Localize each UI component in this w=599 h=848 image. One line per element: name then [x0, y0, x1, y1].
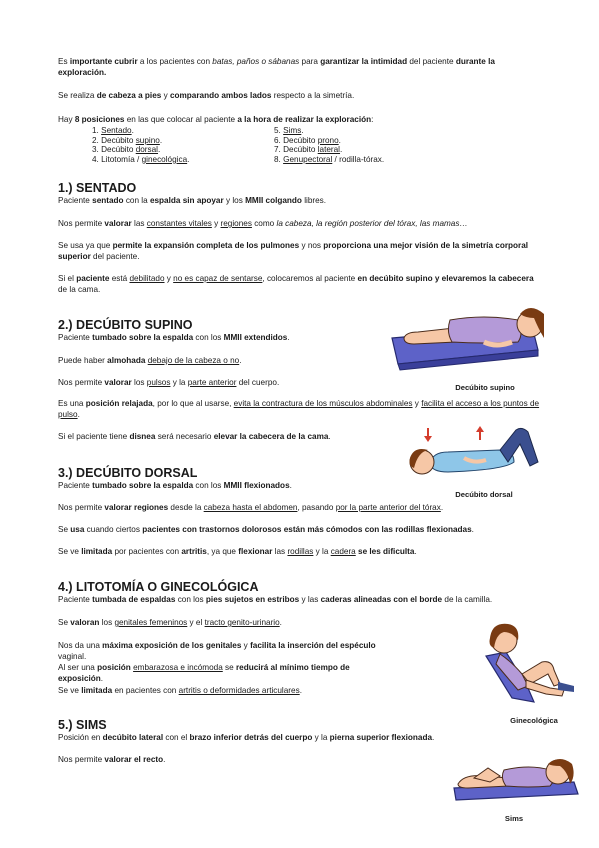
figure-caption: Sims	[504, 814, 524, 823]
section-title-sims: 5.) SIMS	[58, 718, 107, 732]
s2-paragraph: Es una posición relajada, por lo que al usarse, evita la contractura de los músculos abdominales y facilita el acceso a los puntos de pulso.	[58, 399, 540, 419]
position-item: 6. Decúbito prono.	[274, 135, 341, 145]
s4-paragraph: Paciente tumbada de espaldas con los pies sujetos en estribos y las caderas alineadas con el borde de la camilla.	[58, 595, 493, 604]
s1-paragraph: Nos permite valorar las constantes vitales y regiones como la cabeza, la región posterior del tórax, las mamas…	[58, 219, 468, 228]
s4-paragraph: Nos da una máxima exposición de los genitales y facilita la inserción del espéculo vaginal.	[58, 641, 376, 661]
s4-paragraph: Se ve limitada en pacientes con artritis o deformidades articulares.	[58, 686, 302, 695]
figure-caption: Decúbito supino	[455, 383, 515, 392]
position-item: 7. Decúbito lateral.	[274, 145, 343, 155]
section-title-sentado: 1.) SENTADO	[58, 181, 137, 195]
intro-paragraph-positions: Hay 8 posiciones en las que colocar al paciente a la hora de realizar la exploración:	[58, 115, 374, 124]
s3-paragraph: Paciente tumbado sobre la espalda con los MMII flexionados.	[58, 481, 292, 490]
figure-caption: Ginecológica	[510, 716, 558, 725]
s3-paragraph: Se ve limitada por pacientes con artritis, ya que flexionar las rodillas y la cadera se les dificulta.	[58, 547, 417, 556]
section-title-decubito-supino: 2.) DECÚBITO SUPINO	[58, 318, 193, 332]
sims-illustration	[444, 752, 582, 804]
s2-paragraph: Puede haber almohada debajo de la cabeza o no.	[58, 356, 242, 365]
s2-paragraph: Si el paciente tiene disnea será necesario elevar la cabecera de la cama.	[58, 432, 331, 441]
position-item: 4. Litotomía / ginecológica.	[92, 154, 190, 164]
decubito-dorsal-illustration	[404, 418, 546, 484]
position-item: 8. Genupectoral / rodilla-tórax.	[274, 154, 385, 164]
s4-paragraph: Al ser una posición embarazosa e incómoda se reducirá al mínimo tiempo de exposición.	[58, 663, 350, 683]
s1-paragraph: Se usa ya que permite la expansión completa de los pulmones y nos proporciona una mejor visión de la simetría corporal superior del paciente.	[58, 241, 529, 261]
position-item: 2. Decúbito supino.	[92, 135, 163, 145]
s3-paragraph: Se usa cuando ciertos pacientes con trastornos dolorosos están más cómodos con las rodillas flexionadas.	[58, 525, 474, 534]
s5-paragraph: Nos permite valorar el recto.	[58, 755, 166, 764]
figure-caption: Decúbito dorsal	[455, 490, 513, 499]
ginecologica-illustration	[482, 616, 578, 706]
position-item: 5. Sims.	[274, 126, 304, 135]
s2-paragraph: Paciente tumbado sobre la espalda con los MMII extendidos.	[58, 333, 290, 342]
section-title-decubito-dorsal: 3.) DECÚBITO DORSAL	[58, 466, 198, 480]
s4-paragraph: Se valoran los genitales femeninos y el tracto genito-urinario.	[58, 618, 282, 627]
decubito-supino-illustration	[384, 298, 544, 376]
section-title-litotomia: 4.) LITOTOMÍA O GINECOLÓGICA	[58, 580, 259, 594]
s1-paragraph: Paciente sentado con la espalda sin apoyar y los MMII colgando libres.	[58, 196, 327, 205]
s2-paragraph: Nos permite valorar los pulsos y la parte anterior del cuerpo.	[58, 378, 280, 387]
intro-paragraph-head-to-toe: Se realiza de cabeza a pies y comparando ambos lados respecto a la simetría.	[58, 91, 355, 100]
position-item: 1. Sentado.	[92, 126, 134, 135]
s5-paragraph: Posición en decúbito lateral con el brazo inferior detrás del cuerpo y la pierna superior flexionada.	[58, 733, 435, 742]
position-item: 3. Decúbito dorsal.	[92, 145, 161, 155]
s3-paragraph: Nos permite valorar regiones desde la cabeza hasta el abdomen, pasando por la parte anterior del tórax.	[58, 503, 444, 512]
positions-list-left	[92, 126, 189, 164]
intro-paragraph-privacy: Es importante cubrir a los pacientes con batas, paños o sábanas para garantizar la intimidad del paciente durante la exploración.	[58, 57, 495, 77]
positions-list-right	[274, 126, 384, 164]
s1-paragraph: Si el paciente está debilitado y no es capaz de sentarse, colocaremos al paciente en decúbito supino y elevaremos la cabecera de la cama.	[58, 274, 534, 294]
